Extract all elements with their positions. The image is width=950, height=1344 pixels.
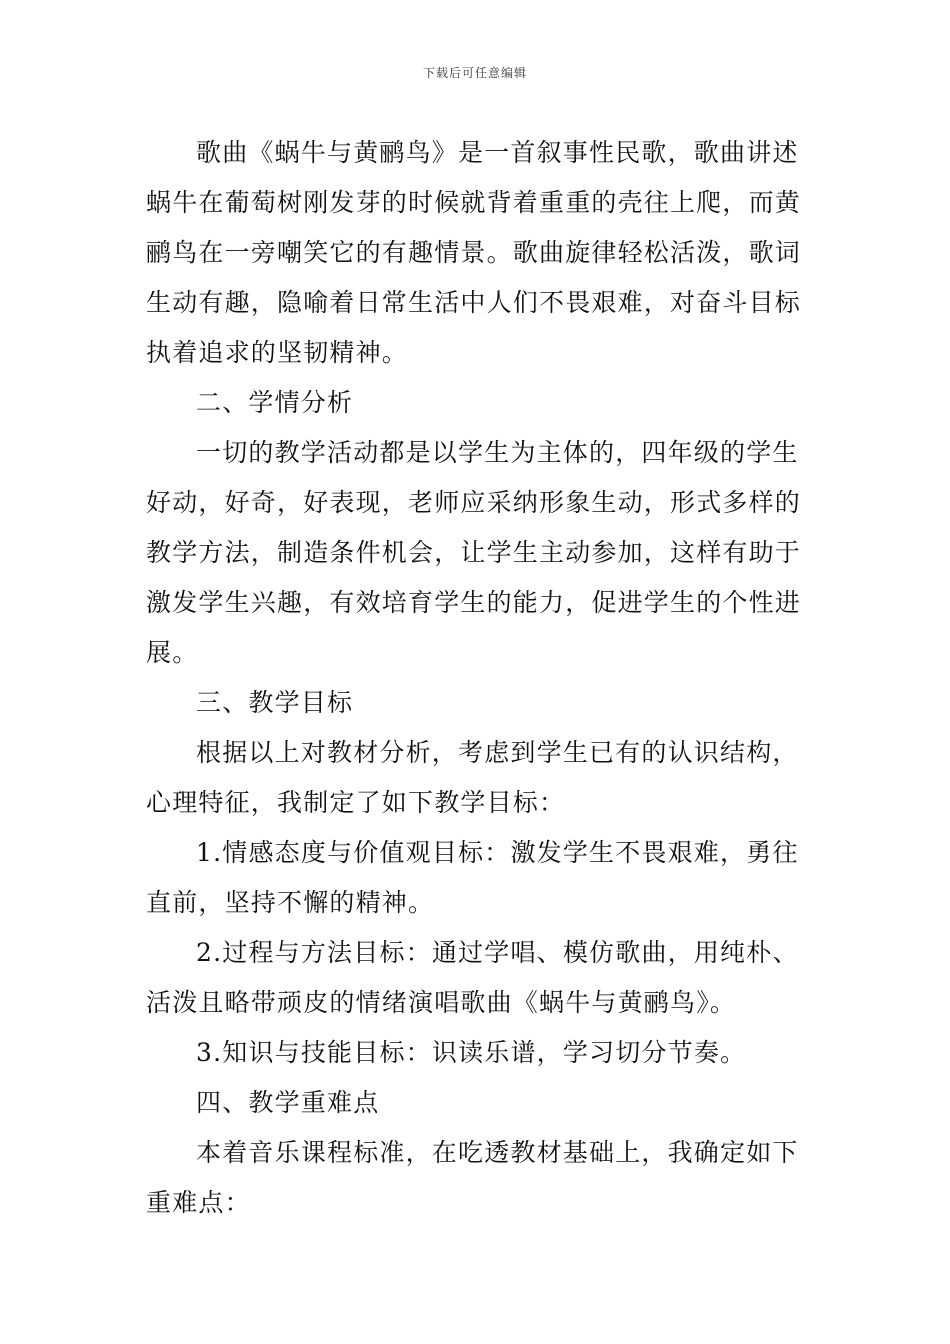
document-body bbox=[146, 128, 806, 1228]
heading-teaching-goals: 三、教学目标 bbox=[196, 688, 354, 717]
paragraph-song-intro: 歌曲《蜗牛与黄鹂鸟》是一首叙事性民歌，歌曲讲述蜗牛在葡萄树刚发芽的时候就背着重重的壳往上爬，而黄鹂鸟在一旁嘲笑它的有趣情景。歌曲旋律轻松活泼，歌词生动有趣，隐喻着日常生活中人们不畏艰难，对奋斗目标执着追求的坚韧精神。 bbox=[146, 138, 802, 367]
goal-item-1: 1.情感态度与价值观目标：激发学生不畏艰难，勇往直前，坚持不懈的精神。 bbox=[146, 838, 799, 917]
heading-student-analysis: 二、学情分析 bbox=[196, 388, 354, 417]
header-note: 下载后可任意编辑 bbox=[422, 66, 527, 80]
paragraph-goals-intro: 根据以上对教材分析，考虑到学生已有的认识结构，心理特征，我制定了如下教学目标： bbox=[146, 738, 799, 817]
paragraph-key-points: 本着音乐课程标准，在吃透教材基础上，我确定如下重难点： bbox=[146, 1138, 799, 1217]
goal-item-3: 3.知识与技能目标：识读乐谱，学习切分节奏。 bbox=[196, 1038, 747, 1067]
goal-item-2: 2.过程与方法目标：通过学唱、模仿歌曲，用纯朴、活泼且略带顽皮的情绪演唱歌曲《蜗牛与黄鹂鸟》。 bbox=[146, 938, 799, 1017]
paragraph-student-analysis: 一切的教学活动都是以学生为主体的，四年级的学生好动，好奇，好表现，老师应采纳形象生动，形式多样的教学方法，制造条件机会，让学生主动参加，这样有助于激发学生兴趣，有效培育学生的能力，促进学生的个性进展。 bbox=[146, 438, 802, 667]
heading-key-points: 四、教学重难点 bbox=[196, 1088, 380, 1117]
